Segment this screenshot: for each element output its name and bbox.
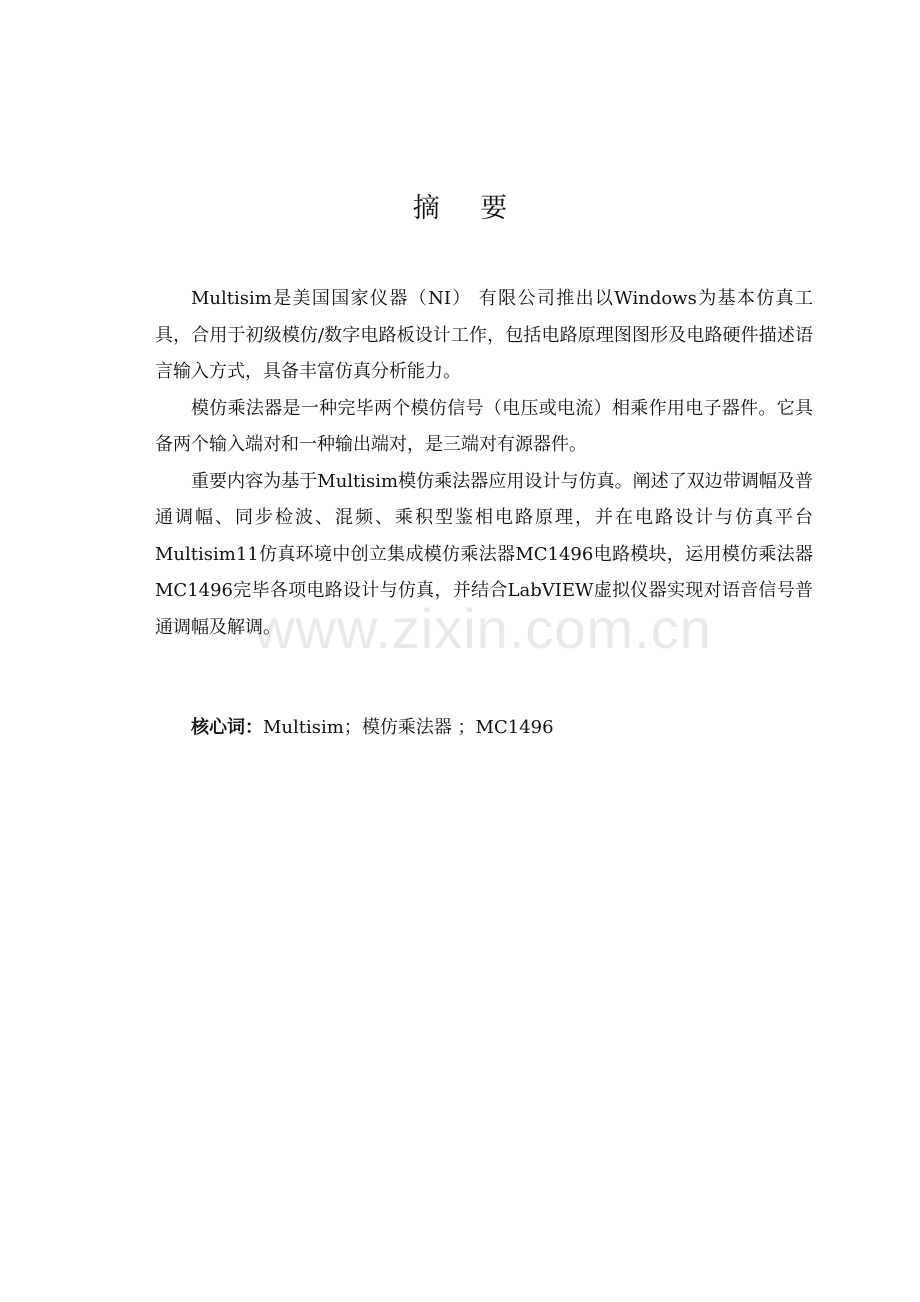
paragraph-1: Multisim是美国国家仪器（NI） 有限公司推出以Windows为基本仿真工具，合用于初级模仿/数字电路板设计工作，包括电路原理图图形及电路硬件描述语言输入方式，具备丰富仿真分析能力。 [155, 288, 813, 382]
keywords-value: Multisim；模仿乘法器 ；MC1496 [263, 717, 554, 738]
watermark: www.zixin.com.cn [254, 597, 712, 660]
abstract-body [155, 281, 813, 646]
keywords-line [191, 712, 811, 744]
abstract-title: 摘 要 [412, 193, 524, 224]
keywords-label: 核心词： [191, 717, 263, 738]
paragraph-3: 重要内容为基于Multisim模仿乘法器应用设计与仿真。阐述了双边带调幅及普通调幅、同步检波、混频、乘积型鉴相电路原理，并在电路设计与仿真平台Multisim11仿真环境中创立集成模仿乘法器MC1496电路模块，运用模仿乘法器MC1496完毕各项电路设计与仿真，并结合LabVIEW虚拟仪器实现对语音信号普通调幅及解调。 [155, 470, 813, 638]
paragraph-2: 模仿乘法器是一种完毕两个模仿信号（电压或电流）相乘作用电子器件。它具备两个输入端对和一种输出端对，是三端对有源器件。 [155, 397, 813, 455]
